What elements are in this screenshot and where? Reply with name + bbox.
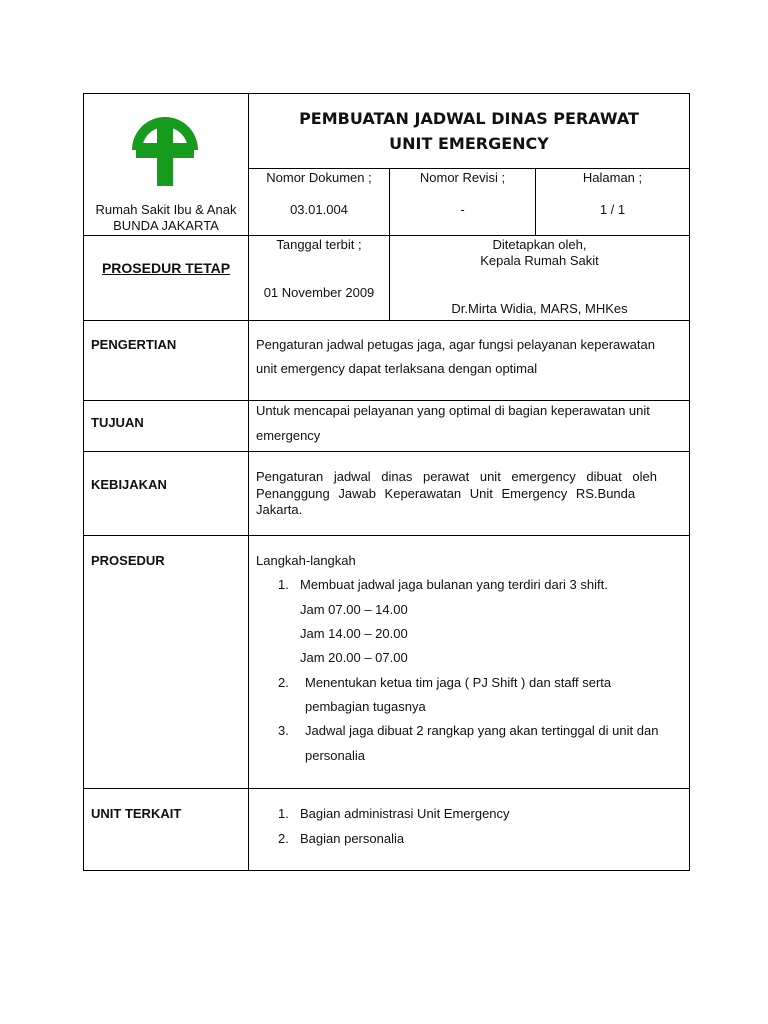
kebijakan-text-line1: Pengaturan jadwal dinas perawat unit emergency dibuat oleh bbox=[256, 469, 657, 484]
doc-type-label: PROSEDUR TETAP bbox=[101, 260, 231, 276]
step-2-text-line2: pembagian tugasnya bbox=[305, 699, 426, 714]
shift-1-text: Jam 07.00 – 14.00 bbox=[300, 602, 408, 617]
related-unit-2-number: 2. bbox=[278, 831, 289, 846]
step-3-text-line1: Jadwal jaga dibuat 2 rangkap yang akan tertinggal di unit dan bbox=[305, 723, 659, 738]
pengertian-text-line2: unit emergency dapat terlaksana dengan optimal bbox=[256, 361, 538, 376]
revision-label: Nomor Revisi ; bbox=[419, 170, 506, 185]
related-unit-1-number: 1. bbox=[278, 806, 289, 821]
row-divider-kebijakan bbox=[83, 535, 690, 536]
pengertian-label: PENGERTIAN bbox=[91, 337, 177, 352]
hospital-name-line1: Rumah Sakit Ibu & Anak bbox=[95, 202, 237, 217]
page-label: Halaman ; bbox=[582, 170, 643, 185]
table-border-bottom bbox=[83, 870, 690, 871]
step-2-number: 2. bbox=[278, 675, 289, 690]
related-unit-2-text: Bagian personalia bbox=[300, 831, 405, 846]
tujuan-text-line2: emergency bbox=[256, 428, 321, 443]
kebijakan-text-line3: Jakarta. bbox=[256, 502, 303, 517]
kebijakan-text-line2: Penanggung Jawab Keperawatan Unit Emergency RS.Bunda bbox=[256, 486, 636, 501]
hospital-name-line2: BUNDA JAKARTA bbox=[113, 218, 219, 233]
row-divider-issue bbox=[83, 320, 690, 321]
step-1-text: Membuat jadwal jaga bulanan yang terdiri dari 3 shift. bbox=[300, 577, 608, 592]
prosedur-intro: Langkah-langkah bbox=[256, 553, 356, 568]
step-3-text-line2: personalia bbox=[305, 748, 365, 763]
doc-title-line2: UNIT EMERGENCY bbox=[389, 134, 549, 153]
table-border-right bbox=[689, 93, 690, 871]
approved-by-label: Ditetapkan oleh, bbox=[492, 237, 587, 252]
table-border-top bbox=[83, 93, 690, 94]
revision-value: - bbox=[460, 202, 465, 217]
tujuan-text-line1: Untuk mencapai pelayanan yang optimal di bagian keperawatan unit bbox=[256, 403, 650, 418]
pengertian-text-line1: Pengaturan jadwal petugas jaga, agar fungsi pelayanan keperawatan bbox=[256, 337, 655, 352]
page-value: 1 / 1 bbox=[599, 202, 626, 217]
row-divider-title bbox=[248, 168, 690, 169]
issue-date-value: 01 November 2009 bbox=[263, 285, 375, 300]
hospital-cross-logo-icon bbox=[126, 110, 204, 188]
kebijakan-label: KEBIJAKAN bbox=[91, 477, 167, 492]
row-divider-meta bbox=[83, 235, 690, 236]
shift-2-text: Jam 14.00 – 20.00 bbox=[300, 626, 408, 641]
row-divider-pengertian bbox=[83, 400, 690, 401]
approved-by-name: Dr.Mirta Widia, MARS, MHKes bbox=[451, 301, 628, 316]
unit-terkait-label: UNIT TERKAIT bbox=[91, 806, 182, 821]
row-divider-tujuan bbox=[83, 451, 690, 452]
doc-title-line1: PEMBUATAN JADWAL DINAS PERAWAT bbox=[299, 109, 639, 128]
approved-by-role: Kepala Rumah Sakit bbox=[480, 253, 599, 268]
tujuan-label: TUJUAN bbox=[91, 415, 144, 430]
issue-date-label: Tanggal terbit ; bbox=[276, 237, 362, 252]
row-divider-prosedur bbox=[83, 788, 690, 789]
prosedur-label: PROSEDUR bbox=[91, 553, 165, 568]
doc-number-value: 03.01.004 bbox=[290, 202, 348, 217]
step-2-text-line1: Menentukan ketua tim jaga ( PJ Shift ) dan staff serta bbox=[305, 675, 612, 690]
step-1-number: 1. bbox=[278, 577, 289, 592]
doc-number-label: Nomor Dokumen ; bbox=[266, 170, 372, 185]
related-unit-1-text: Bagian administrasi Unit Emergency bbox=[300, 806, 510, 821]
step-3-number: 3. bbox=[278, 723, 289, 738]
shift-3-text: Jam 20.00 – 07.00 bbox=[300, 650, 408, 665]
